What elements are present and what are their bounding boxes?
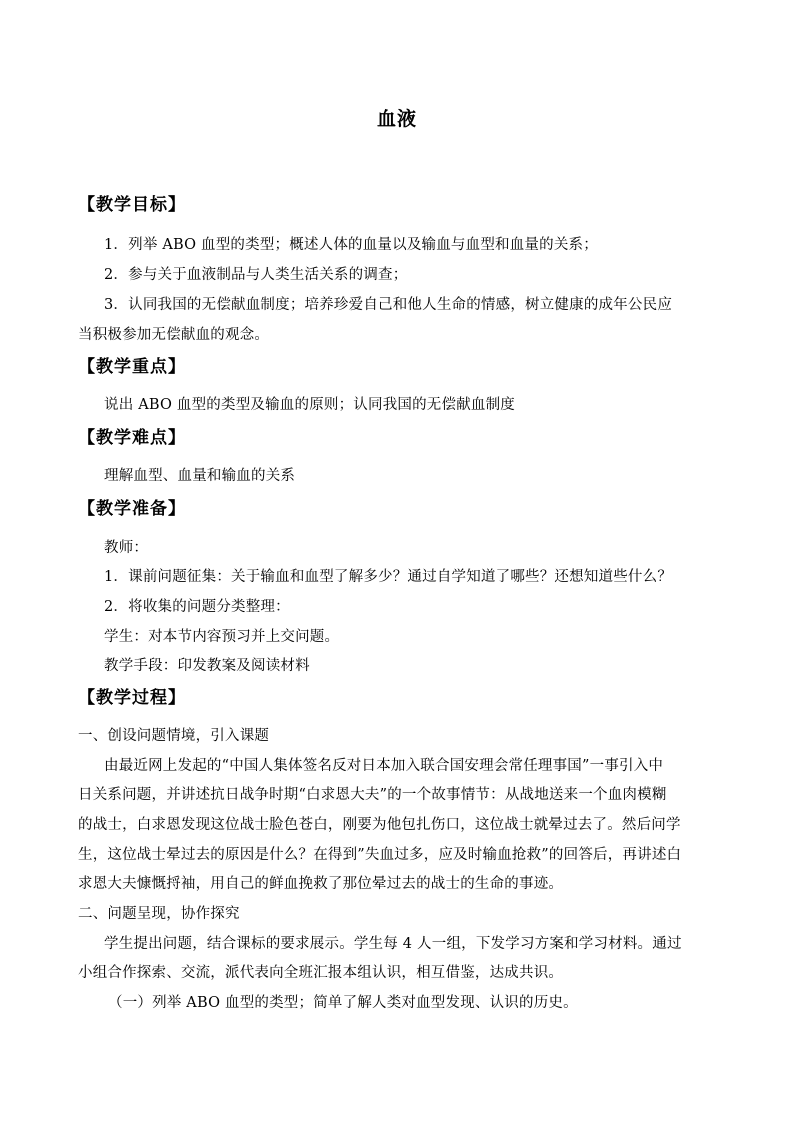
process-paragraph-line: 日关系问题，并讲述抗日战争时期“白求恩大夫”的一个故事情节：从战地送来一个血肉模糊	[78, 787, 667, 803]
preparation-line: 学生：对本节内容预习并上交问题。	[104, 629, 340, 645]
process-subsection-title: （一）列举 ABO 血型的类型；简单了解人类对血型发现、认识的历史。	[108, 995, 578, 1011]
objective-item: 当积极参加无偿献血的观念。	[78, 327, 270, 343]
heading-process: 【教学过程】	[78, 688, 186, 708]
process-step-title: 二、问题呈现，协作探究	[78, 906, 240, 922]
objective-item: 1．列举 ABO 血型的类型；概述人体的血量以及输血与血型和血量的关系；	[104, 237, 598, 253]
process-paragraph-line: 小组合作探索、交流，派代表向全班汇报本组认识，相互借鉴，达成共识。	[78, 965, 564, 981]
process-paragraph-line: 生，这位战士晕过去的原因是什么？在得到”失血过多，应及时输血抢救”的回答后，再讲述白	[78, 847, 682, 863]
objective-item: 3．认同我国的无偿献血制度；培养珍爱自己和他人生命的情感，树立健康的成年公民应	[104, 297, 673, 313]
process-paragraph-line: 学生提出问题，结合课标的要求展示。学生每 4 人一组，下发学习方案和学习材料。通过	[104, 936, 682, 952]
heading-objectives: 【教学目标】	[78, 195, 186, 215]
difficulties-text: 理解血型、血量和输血的关系	[104, 468, 296, 484]
process-paragraph-line: 求恩大夫慷慨捋袖，用自己的鲜血挽救了那位晕过去的战士的生命的事迹。	[78, 876, 564, 892]
key-points-text: 说出 ABO 血型的类型及输血的原则；认同我国的无偿献血制度	[104, 397, 515, 413]
process-step-title: 一、创设问题情境，引入课题	[78, 728, 270, 744]
preparation-line: 2．将收集的问题分类整理：	[104, 599, 290, 615]
preparation-line: 教师：	[104, 540, 149, 556]
process-paragraph-line: 由最近网上发起的“中国人集体签名反对日本加入联合国安理会常任理事国”一事引入中	[104, 758, 664, 774]
heading-difficulties: 【教学难点】	[78, 428, 186, 448]
preparation-line: 教学手段：印发教案及阅读材料	[104, 658, 310, 674]
objective-item: 2．参与关于血液制品与人类生活关系的调查；	[104, 267, 408, 283]
preparation-line: 1．课前问题征集：关于输血和血型了解多少？通过自学知道了哪些？还想知道些什么？	[104, 569, 673, 585]
process-paragraph-line: 的战士，白求恩发现这位战士脸色苍白，刚要为他包扎伤口，这位战士就晕过去了。然后问学	[78, 817, 681, 833]
heading-preparation: 【教学准备】	[78, 499, 186, 519]
heading-key-points: 【教学重点】	[78, 357, 186, 377]
document-title: 血液	[376, 108, 417, 130]
